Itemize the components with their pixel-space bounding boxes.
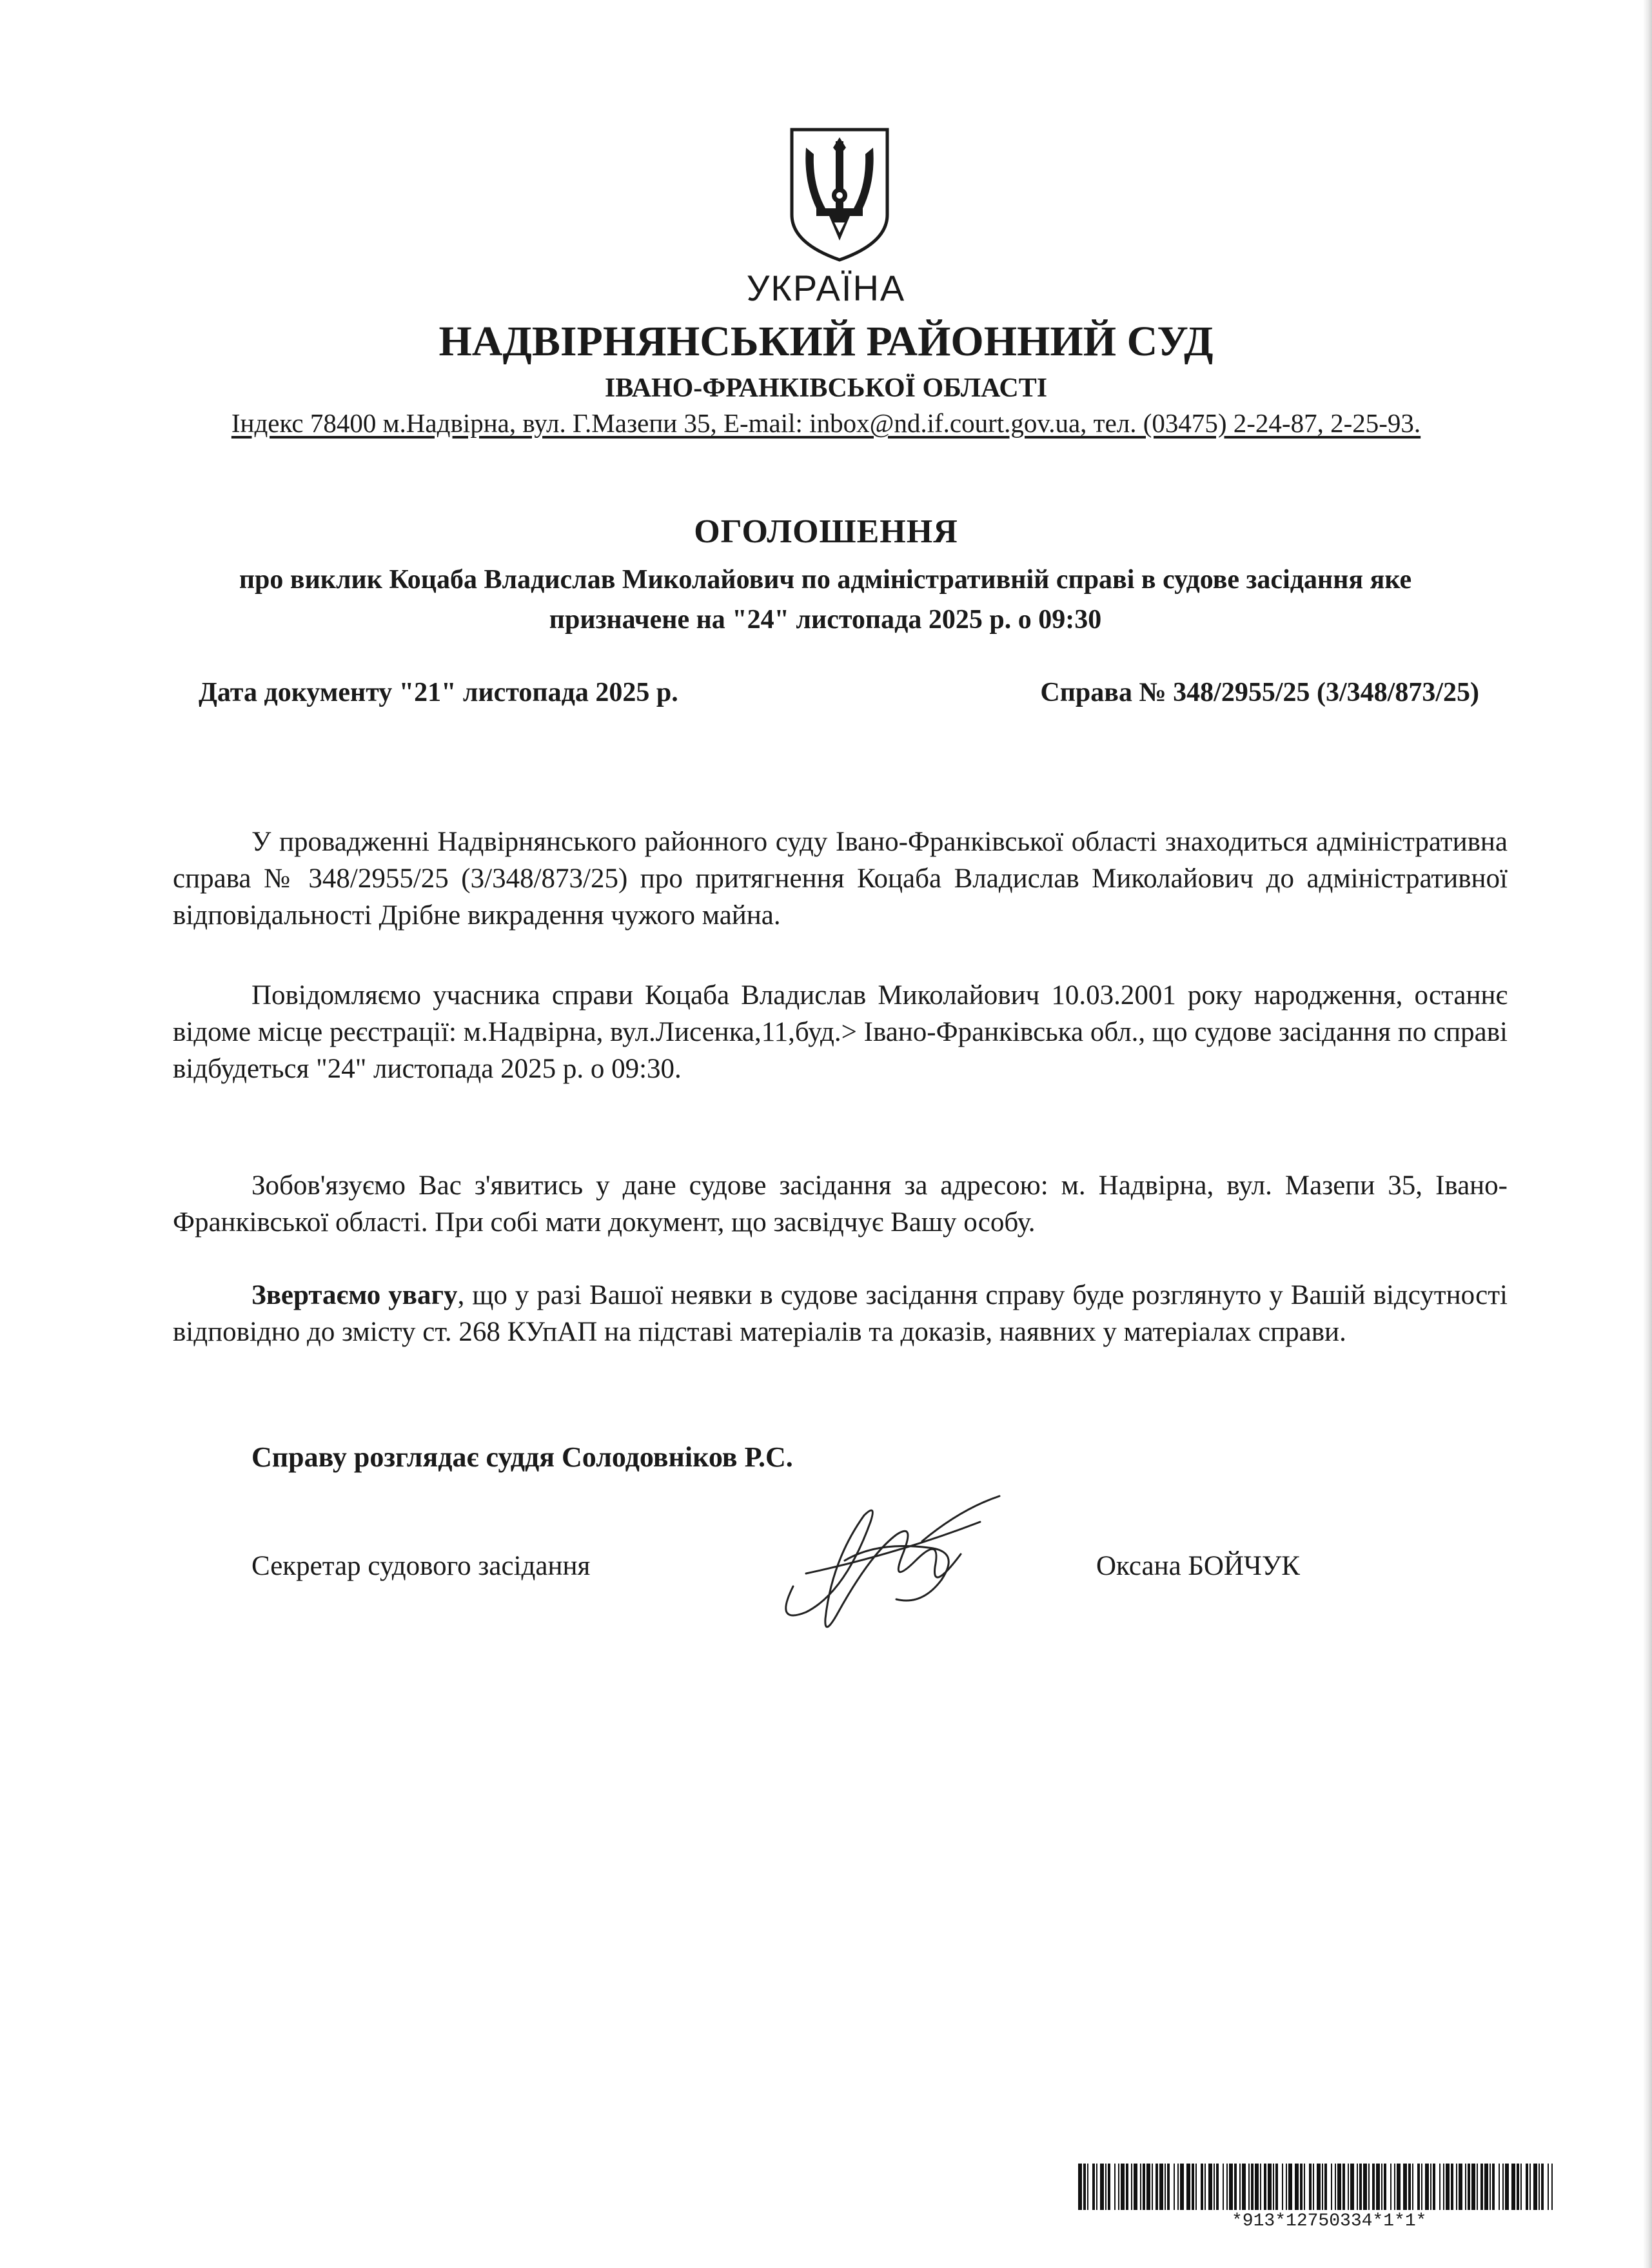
paragraph-notification: Повідомляємо учасника справи Коцаба Владислав Миколайович 10.03.2001 року народження, останнє відоме місце реєстрації: м.Надвірна, вул.Лисенка,11,буд.> Івано-Франківська обл., що судове засідання по справі відбудеться "24" листопада 2025 р. о 09:30. [173, 980, 1508, 1084]
signature-icon [767, 1483, 1038, 1644]
document-title: ОГОЛОШЕННЯ [694, 513, 958, 550]
paragraph-obligation: Зобов'язуємо Вас з'явитись у дане судове засідання за адресою: м. Надвірна, вул. Мазепи 35, Івано-Франківської області. При собі мати документ, що засвідчує Вашу особу. [173, 1170, 1508, 1238]
court-contacts: Індекс 78400 м.Надвірна, вул. Г.Мазепи 35, E-mail: inbox@nd.if.court.gov.ua, тел. (03475) 2-24-87, 2-25-93. [231, 408, 1421, 438]
secretary-name: Оксана БОЙЧУК [1096, 1551, 1300, 1581]
barcode-number: *913*12750334*1*1* [1232, 2211, 1427, 2231]
warning-text: , що у разі Вашої неявки в судове засідання справу буде розглянуто у Вашій відсутності відповідно до змісту ст. 268 КУпАП на підставі матеріалів та доказів, наявних у матеріалах справи. [173, 1280, 1508, 1347]
warning-emphasis: Звертаємо увагу [251, 1280, 458, 1310]
paragraph-proceedings: У провадженні Надвірнянського районного суду Івано-Франківської області знаходиться адміністративна справа № 348/2955/25 (3/348/873/25) про притягнення Коцаба Владислав Миколайович до адміністративної відповідальності Дрібне викрадення чужого майна. [173, 827, 1508, 931]
country-name: УКРАЇНА [746, 268, 906, 308]
barcode-icon [1078, 2164, 1555, 2210]
judge-line: Справу розглядає суддя Солодовніков Р.С. [251, 1441, 793, 1473]
trident-emblem-icon [788, 126, 891, 262]
court-region: ІВАНО-ФРАНКІВСЬКОЇ ОБЛАСТІ [604, 373, 1048, 403]
paragraph-warning [173, 1277, 1508, 1350]
document-subtitle: про виклик Коцаба Владислав Миколайович по адміністративній справі в судове засідання яке призначене на "24" листопада 2025 р. о 09:30 [239, 565, 1412, 635]
secretary-role: Секретар судового засідання [251, 1551, 591, 1581]
document-date: Дата документу "21" листопада 2025 р. [199, 678, 678, 707]
case-number: Справа № 348/2955/25 (3/348/873/25) [1040, 678, 1479, 707]
court-name: НАДВІРНЯНСЬКИЙ РАЙОННИЙ СУД [438, 318, 1214, 365]
